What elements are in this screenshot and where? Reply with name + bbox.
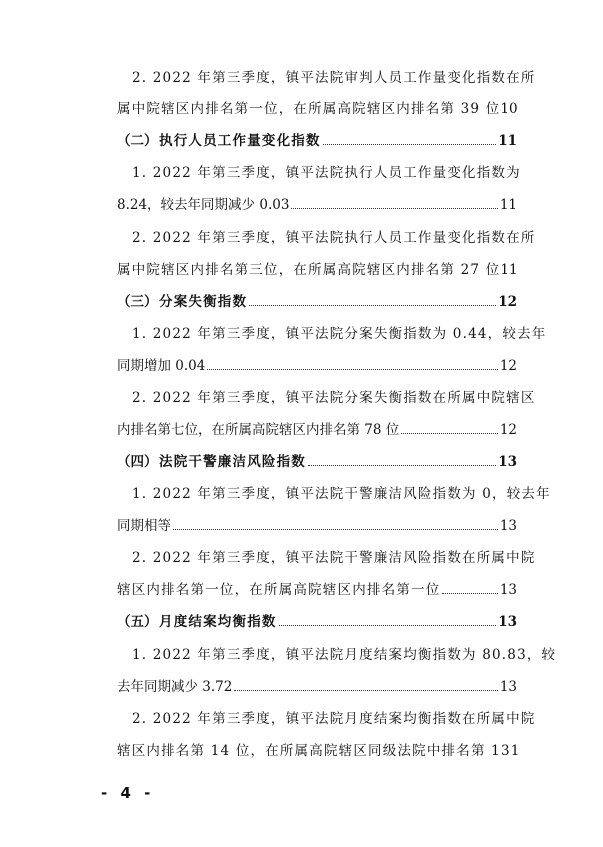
toc-entry-line[interactable] [117,578,517,602]
toc-page-number: 12 [499,358,517,374]
toc-leader-dots [234,690,497,691]
section-number: （四） [117,454,158,470]
toc-entry-line[interactable] [117,97,517,121]
toc-section-heading[interactable] [117,290,517,314]
section-title: 月度结案均衡指数 [159,614,277,630]
section-title: 分案失衡指数 [159,294,248,310]
toc-page-number: 11 [500,262,518,278]
section-number: （二） [117,133,158,149]
toc-entry-text: 2. 2022 年第三季度，镇平法院执行人员工作量变化指数在所 [132,230,536,246]
toc-entry-text: 内排名第七位，在所属高院辖区内排名第 78 位 [117,422,400,438]
toc-page-number: 13 [499,518,517,534]
toc-entry-text: 2. 2022 年第三季度，镇平法院月度结案均衡指数在所属中院 [132,711,536,727]
toc-leader-dots [291,208,497,209]
toc-section-heading[interactable] [117,450,517,474]
toc-page-number: 13 [498,454,517,470]
toc-page-number: 11 [498,133,517,149]
toc-leader-dots [279,625,497,626]
toc-entry-text: 2. 2022 年第三季度，镇平法院分案失衡指数在所属中院辖区 [132,390,536,406]
toc-entry-text: 辖区内排名第 14 位，在所属高院辖区同级法院中排名第 131 [117,743,521,759]
toc-leader-dots [249,305,496,306]
toc-leader-dots [173,529,498,530]
toc-page-number: 10 [500,101,518,117]
toc-entry-text: 辖区内排名第一位，在所属高院辖区内排名第一位 [117,582,441,598]
toc-entry-line[interactable] [117,258,517,282]
toc-entry-text: 同期相等 [117,518,171,534]
toc-leader-dots [401,433,498,434]
toc-leader-dots [323,144,497,145]
toc-leader-dots [207,369,497,370]
toc-page-number: 12 [498,294,517,310]
toc-entry-text: 2. 2022 年第三季度，镇平法院干警廉洁风险指数在所属中院 [132,550,536,566]
toc-entry-text: 1. 2022 年第三季度，镇平法院执行人员工作量变化指数为 [132,165,521,181]
section-number: （三） [117,294,158,310]
toc-page-number: 13 [498,614,517,630]
page-number-footer: - 4 - [101,784,155,802]
toc-page-number: 13 [499,582,517,598]
section-number: （五） [117,614,158,630]
toc-entry-text: 1. 2022 年第三季度，镇平法院分案失衡指数为 0.44，较去年 [132,326,547,342]
toc-entry-text: 属中院辖区内排名第一位，在所属高院辖区内排名第 39 位 [117,101,501,117]
section-title: 法院干警廉洁风险指数 [159,454,306,470]
toc-entry-line[interactable] [117,675,517,699]
toc-leader-dots [442,593,497,594]
toc-entry-text: 1. 2022 年第三季度，镇平法院干警廉洁风险指数为 0，较去年 [132,486,551,502]
toc-entry-text: 同期增加 0.04 [117,358,206,374]
toc-entry-text: 2. 2022 年第三季度，镇平法院审判人员工作量变化指数在所 [132,70,536,86]
section-title: 执行人员工作量变化指数 [159,133,321,149]
toc-entry-line[interactable] [117,354,517,378]
toc-page-number: 13 [499,679,517,695]
toc-section-heading[interactable] [117,610,517,634]
toc-page-number: 12 [499,422,517,438]
toc-section-heading[interactable] [117,129,517,153]
toc-entry-text: 8.24，较去年同期减少 0.03 [117,197,290,213]
toc-leader-dots [308,465,496,466]
toc-entry-text: 1. 2022 年第三季度，镇平法院月度结案均衡指数为 80.83，较 [132,647,557,663]
toc-entry-line[interactable] [117,514,517,538]
toc-entry-text: 去年同期减少 3.72 [117,679,233,695]
toc-page-number: 11 [499,197,517,213]
toc-entry-line[interactable] [117,193,517,217]
toc-entry-text: 属中院辖区内排名第三位，在所属高院辖区内排名第 27 位 [117,262,501,278]
toc-entry-line[interactable] [117,418,517,442]
